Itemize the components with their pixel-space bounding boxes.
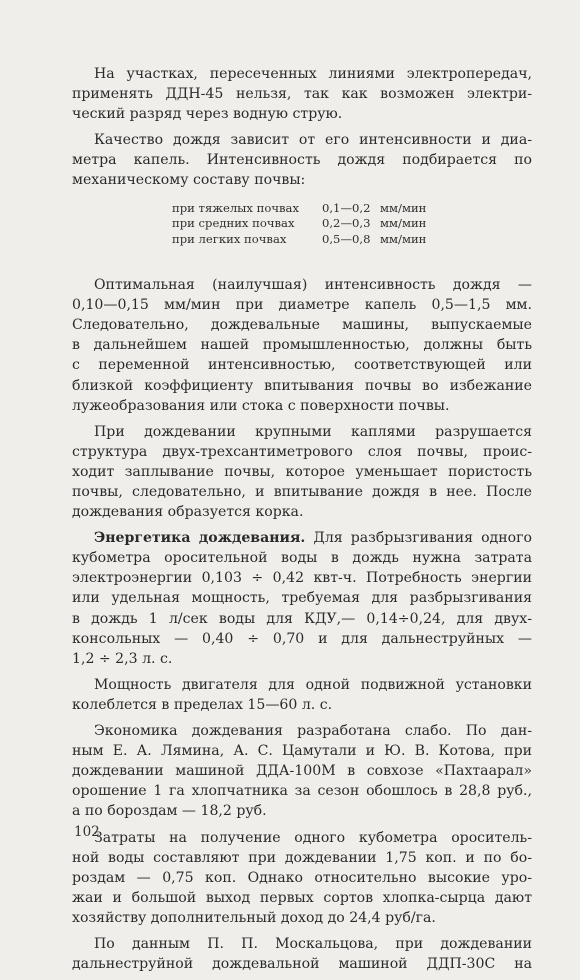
range-cell: 0,1—0,2 [322, 200, 371, 215]
paragraph-2 [72, 130, 532, 190]
text-line: орошение 1 га хлопчатника за сезон обошлось в 28,8 руб., [72, 783, 532, 800]
section-heading: Энергетика дождевания. [94, 530, 306, 547]
text-line: Экономика дождевания разработана слабо. По дан- [94, 723, 532, 740]
text-line: ческий разряд через водную струю. [72, 106, 343, 123]
unit-cell: мм/мин [380, 216, 427, 231]
text-line: 0,10—0,15 мм/мин при диаметре капель 0,5—1,5 мм. [72, 297, 532, 314]
text-line: ной воды составляют при дождевании 1,75 коп. и по бо- [72, 849, 532, 866]
text-line [72, 528, 532, 548]
text-line: структура двух-трехсантиметрового слоя почвы, проис- [72, 443, 532, 460]
text-line: электроэнергии 0,103 ÷ 0,42 квт-ч. Потребность энергии [72, 570, 532, 587]
intensity-table [172, 201, 532, 248]
text-line: а по бороздам — 18,2 руб. [72, 803, 267, 820]
text-line: дождевания образуется корка. [72, 504, 304, 521]
paragraph-7 [72, 721, 532, 821]
text-line: в дождь 1 л/сек воды для КДУ,— 0,14÷0,24, для двух- [72, 610, 532, 627]
text-line: дождевании машиной ДДА-100М в совхозе «Пахтаарал» [72, 763, 532, 780]
text-line: На участках, пересеченных линиями электропередач, [94, 66, 532, 82]
unit-cell: мм/мин [380, 231, 427, 246]
range-cell: 0,2—0,3 [322, 216, 371, 231]
text-line: с переменной интенсивностью, соответствующей или [72, 357, 532, 374]
text-line: По данным П. П. Москальцова, при дождевании [94, 935, 532, 952]
text-line: Затраты на получение одного кубометра ороситель- [94, 829, 532, 846]
spacer [72, 255, 532, 275]
table-row [172, 232, 532, 248]
text-line: 1,2 ÷ 2,3 л. с. [72, 650, 173, 667]
text-line: ным Е. А. Лямина, А. С. Цамутали и Ю. В. Котова, при [72, 743, 532, 760]
text-line: применять ДДН-45 нельзя, так как возможен электри- [72, 86, 532, 103]
page-body [72, 64, 532, 980]
text-line: дальнеструйной дождевальной машиной ДДП-30С на [72, 956, 532, 973]
paragraph-3 [72, 275, 532, 416]
paragraph-9 [72, 934, 532, 974]
text-line: Качество дождя зависит от его интенсивности и диа- [94, 132, 532, 149]
soil-cell: при средних почвах [172, 216, 295, 231]
text-line: механическому составу почвы: [72, 172, 306, 189]
soil-cell: при тяжелых почвах [172, 200, 299, 215]
paragraph-1 [72, 64, 532, 124]
text-fragment: Для разбрызгивания одного [305, 530, 532, 547]
table-row [172, 216, 532, 232]
text-line: роздам — 0,75 коп. Однако относительно высокие уро- [72, 869, 532, 886]
text-line: хозяйству дополнительный доход до 24,4 руб/га. [72, 909, 436, 926]
text-line: При дождевании крупными каплями разрушается [94, 423, 532, 440]
text-line: в дальнейшем нашей промышленностью, должны быть [72, 337, 532, 354]
text-line: близкой коэффициенту впитывания почвы во избежание [72, 377, 532, 394]
unit-cell: мм/мин [380, 200, 427, 215]
text-line: Следовательно, дождевальные машины, выпускаемые [72, 317, 532, 334]
text-line: метра капель. Интенсивность дождя подбирается по [72, 152, 532, 169]
text-line: жаи и большой выход первых сортов хлопка-сырца дают [72, 889, 532, 906]
text-line: Мощность двигателя для одной подвижной установки [94, 676, 532, 693]
paragraph-8 [72, 828, 532, 928]
text-line: Оптимальная (наилучшая) интенсивность дождя — [94, 277, 532, 294]
text-line: или удельная мощность, требуемая для разбрызгивания [72, 590, 532, 607]
paragraph-4 [72, 422, 532, 522]
page-number: 102 [74, 824, 100, 840]
text-line: почвы, следовательно, и впитывание дождя в нее. После [72, 484, 532, 500]
range-cell: 0,5—0,8 [322, 231, 371, 246]
table-row [172, 201, 532, 217]
text-line: кубометра оросительной воды в дождь нужна затрата [72, 550, 532, 567]
text-line: колеблется в пределах 15—60 л. с. [72, 696, 333, 713]
text-line: консольных — 0,40 ÷ 0,70 и для дальнеструйных — [72, 630, 532, 647]
text-line: лужеобразования или стока с поверхности почвы. [72, 397, 450, 414]
paragraph-6 [72, 675, 532, 715]
paragraph-5 [72, 528, 532, 669]
text-line: ходит заплывание почвы, которое уменьшает пористость [72, 463, 532, 480]
soil-cell: при легких почвах [172, 231, 287, 246]
